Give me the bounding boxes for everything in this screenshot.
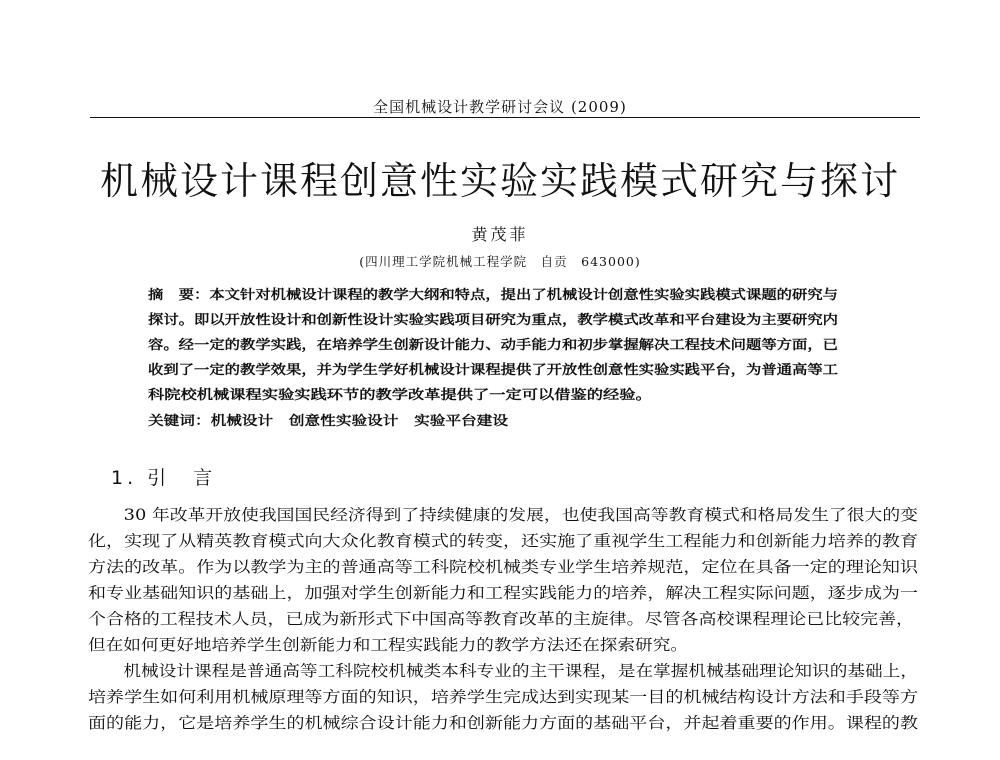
header-rule	[90, 117, 920, 118]
body-line: 和专业基础知识的基础上，加强对学生创新能力和工程实践能力的培养，解决工程实际问题，逐步成为一	[88, 584, 918, 602]
conference-header: 全国机械设计教学研讨会议 (2009)	[373, 98, 627, 116]
author-name: 黄茂菲	[471, 225, 529, 244]
author-affiliation: (四川理工学院机械工程学院 自贡 643000)	[359, 254, 641, 269]
abstract-line: 科院校机械课程实验实践环节的教学改革提供了一定可以借鉴的经验。	[148, 388, 652, 403]
abstract-line: 容。经一定的教学实践，在培养学生创新设计能力、动手能力和初步掌握解决工程技术问题等方面，已	[148, 338, 838, 353]
paper-title: 机械设计课程创意性实验实践模式研究与探讨	[99, 159, 900, 203]
keywords: 关键词：机械设计 创意性实验设计 实验平台建设	[148, 414, 508, 429]
body-line: 但在如何更好地培养学生创新能力和工程实践能力的教学方法还在探索研究。	[88, 636, 688, 654]
abstract-line: 收到了一定的教学效果，并为学生学好机械设计课程提供了开放性创意性实验实践平台，为普通高等工	[148, 363, 838, 378]
body-line: 30 年改革开放使我国国民经济得到了持续健康的发展，也使我国高等教育模式和格局发生了很大的变	[88, 506, 918, 524]
body-line: 方法的改革。作为以教学为主的普通高等工科院校机械类专业学生培养规范，定位在具备一定的理论知识	[88, 558, 918, 576]
section-heading: 1. 引 言	[111, 467, 217, 489]
abstract-line: 摘 要：本文针对机械设计课程的教学大纲和特点，提出了机械设计创意性实验实践模式课题的研究与	[148, 288, 838, 303]
body-line: 面的能力，它是培养学生的机械综合设计能力和创新能力方面的基础平台，并起着重要的作用。课程的教	[88, 714, 918, 732]
abstract-line: 探讨。即以开放性设计和创新性设计实验实践项目研究为重点，教学模式改革和平台建设为主要研究内	[148, 313, 838, 328]
body-line: 化，实现了从精英教育模式向大众化教育模式的转变，还实施了重视学生工程能力和创新能力培养的教育	[88, 532, 918, 550]
body-line: 个合格的工程技术人员，已成为新形式下中国高等教育改革的主旋律。尽管各高校课程理论已比较完善，	[88, 610, 914, 628]
body-line: 机械设计课程是普通高等工科院校机械类本科专业的主干课程，是在掌握机械基础理论知识的基础上，	[88, 662, 918, 680]
body-line: 培养学生如何利用机械原理等方面的知识，培养学生完成达到实现某一目的机械结构设计方法和手段等方	[88, 688, 918, 706]
